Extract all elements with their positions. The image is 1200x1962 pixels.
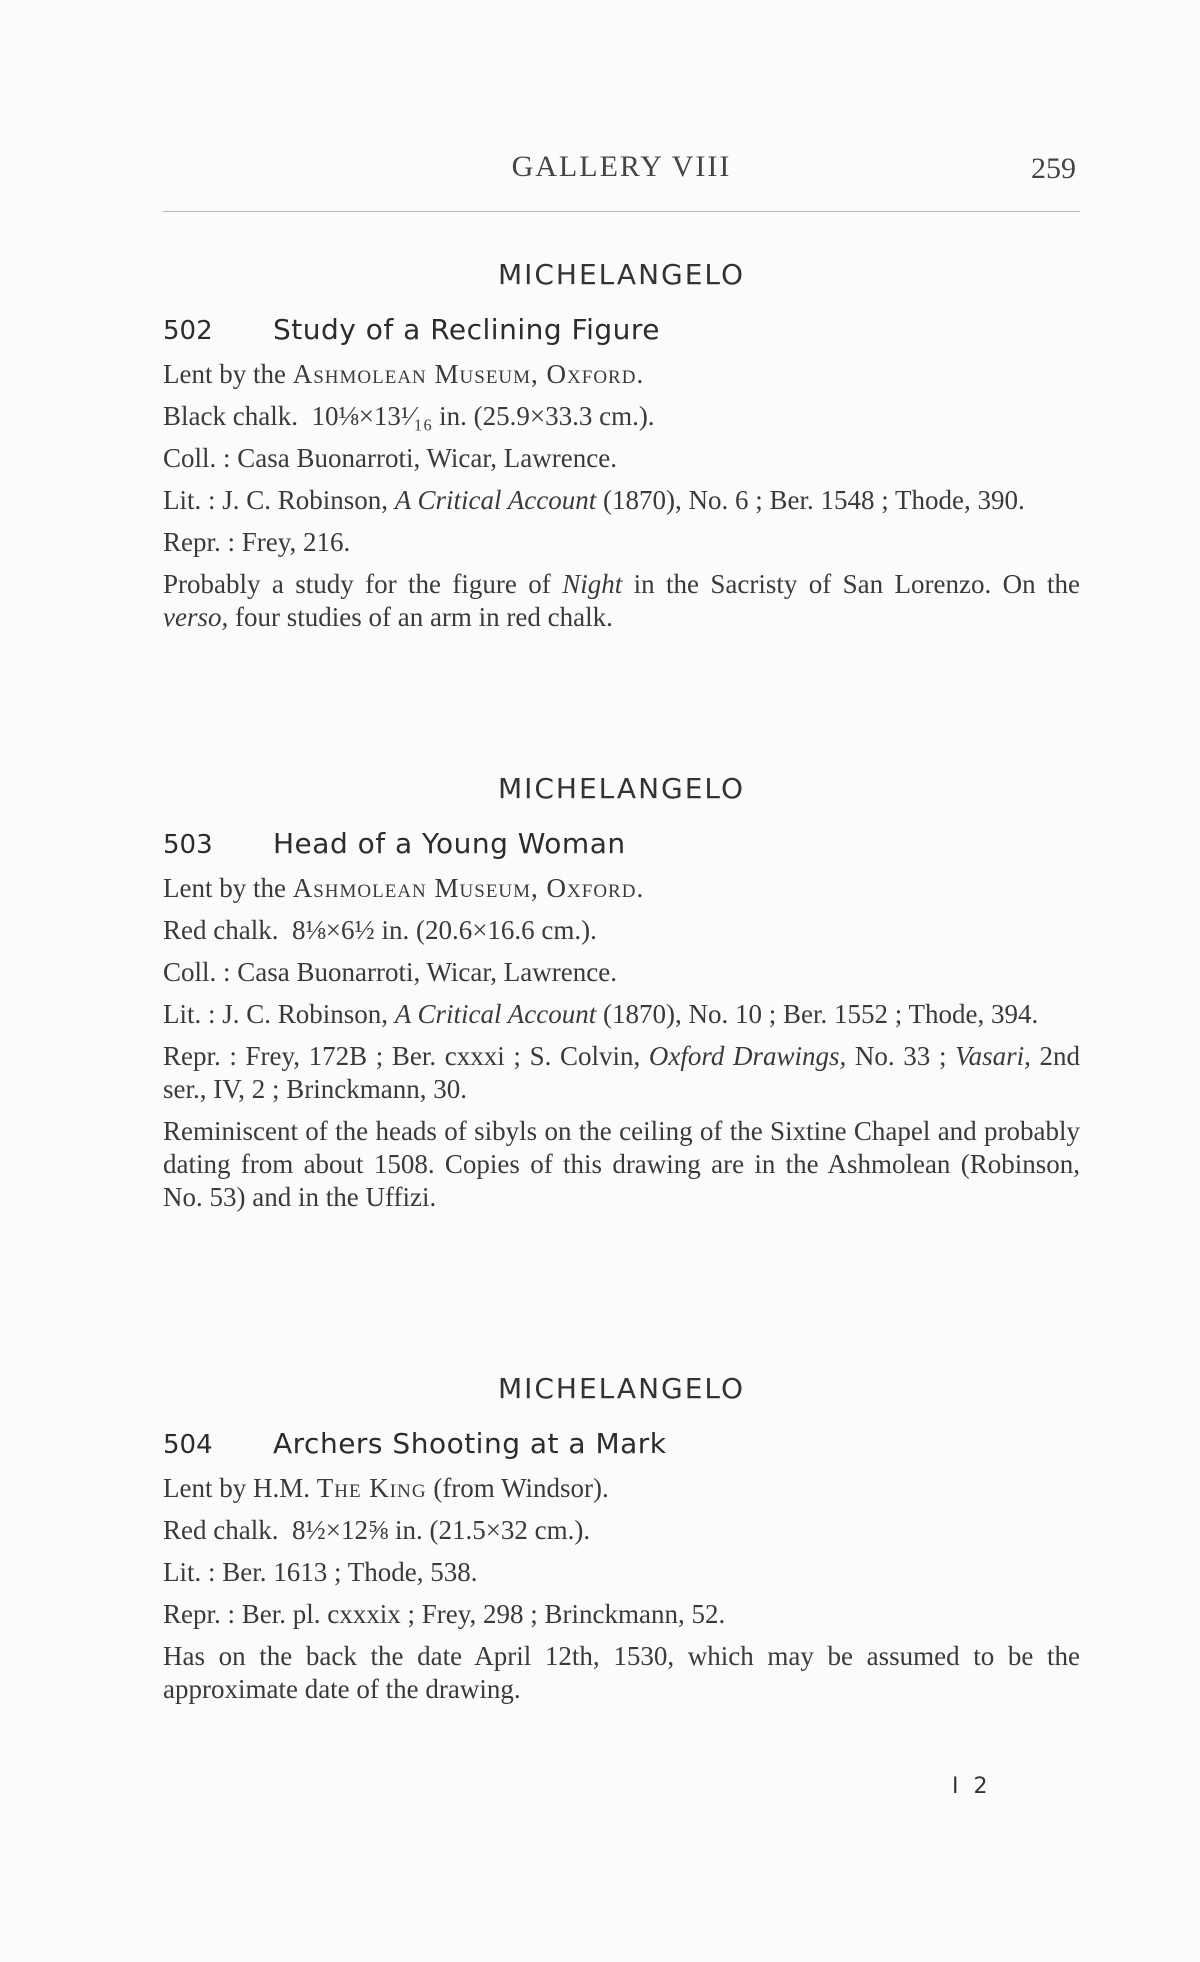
work-title: Study of a Reclining Figure <box>273 313 661 346</box>
lit-suffix: (1870), No. 6 ; Ber. 1548 ; Thode, 390. <box>603 485 1025 515</box>
lit-title: A Critical Account <box>394 485 597 515</box>
catalogue-number: 502 <box>163 316 213 346</box>
entry-504 <box>163 1372 1080 1715</box>
collection-line: Coll. : Casa Buonarroti, Wicar, Lawrence. <box>163 957 617 987</box>
page-number: 259 <box>1031 152 1076 185</box>
dimensions: 8⅛×6½ in. (20.6×16.6 cm.). <box>291 915 597 945</box>
lent-prefix: Lent by the <box>163 359 286 389</box>
entry-title-line <box>163 827 1080 860</box>
signature-mark: I 2 <box>952 1774 992 1799</box>
entry-title-line <box>163 1427 1080 1460</box>
artist-heading: MICHELANGELO <box>497 1372 746 1405</box>
dimensions: 10⅛×13¹⁄₁₆ in. (25.9×33.3 cm.). <box>311 401 655 431</box>
running-head <box>163 150 1080 190</box>
literature-line <box>163 998 1080 1031</box>
header-rule <box>163 211 1080 212</box>
medium: Red chalk. <box>163 1515 279 1545</box>
repr-text: No. 33 ; <box>854 1041 947 1071</box>
lender-name: Ashmolean Museum, Oxford <box>292 359 637 389</box>
lender-line <box>163 358 1080 391</box>
lender-name: The King <box>316 1473 427 1503</box>
lit-suffix: (1870), No. 10 ; Ber. 1552 ; Thode, 394. <box>603 999 1039 1029</box>
lit-prefix: Lit. : J. C. Robinson, <box>163 485 389 515</box>
reproduction-line <box>163 1040 1080 1106</box>
medium-line <box>163 400 1080 433</box>
lent-prefix: Lent by H.M. <box>163 1473 310 1503</box>
reproduction-line: Repr. : Frey, 216. <box>163 527 351 557</box>
note-text: Probably a study for the figure of <box>163 569 551 599</box>
note-text: four studies of an arm in red chalk. <box>234 602 613 632</box>
entry-503 <box>163 772 1080 1223</box>
repr-italic: Oxford Drawings, <box>648 1041 847 1071</box>
lender-line <box>163 872 1080 905</box>
entry-title-line <box>163 313 1080 346</box>
artist-heading: MICHELANGELO <box>497 258 746 291</box>
reproduction-line: Repr. : Ber. pl. cxxxix ; Frey, 298 ; Brinckmann, 52. <box>163 1599 726 1629</box>
medium-line <box>163 914 1080 947</box>
medium-line <box>163 1514 1080 1547</box>
medium: Red chalk. <box>163 915 279 945</box>
dimensions: 8½×12⅝ in. (21.5×32 cm.). <box>291 1515 591 1545</box>
repr-text: Repr. : Frey, 172B ; Ber. cxxxi ; S. Colvin, <box>163 1041 641 1071</box>
lit-prefix: Lit. : J. C. Robinson, <box>163 999 389 1029</box>
running-title: GALLERY VIII <box>511 150 732 183</box>
repr-text: 2nd ser., IV, 2 ; Brinckmann, 30. <box>163 1041 1081 1104</box>
work-title: Archers Shooting at a Mark <box>273 1427 667 1460</box>
literature-line: Lit. : Ber. 1613 ; Thode, 538. <box>163 1557 478 1587</box>
lent-prefix: Lent by the <box>163 873 286 903</box>
catalogue-number: 503 <box>163 830 213 860</box>
note-italic: Night <box>562 569 623 599</box>
lender-name: Ashmolean Museum, Oxford <box>292 873 637 903</box>
lent-suffix: (from Windsor). <box>433 1473 609 1503</box>
note-paragraph <box>163 568 1080 634</box>
lit-title: A Critical Account <box>394 999 597 1029</box>
note-text: in the Sacristy of San Lorenzo. On the <box>633 569 1081 599</box>
repr-italic: Vasari, <box>955 1041 1031 1071</box>
lent-suffix: . <box>636 873 644 903</box>
note-paragraph: Reminiscent of the heads of sibyls on the ceiling of the Sixtine Chapel and probably dating from about 1508. Copies of this drawing are in the Ashmolean (Robinson, No. 53) and in the Uffizi. <box>163 1116 1080 1212</box>
lent-suffix: . <box>636 359 644 389</box>
artist-heading: MICHELANGELO <box>497 772 746 805</box>
work-title: Head of a Young Woman <box>273 827 626 860</box>
lender-line <box>163 1472 1080 1505</box>
note-italic: verso, <box>163 602 229 632</box>
catalogue-number: 504 <box>163 1430 213 1460</box>
collection-line: Coll. : Casa Buonarroti, Wicar, Lawrence. <box>163 443 617 473</box>
literature-line <box>163 484 1080 517</box>
entry-502 <box>163 258 1080 643</box>
medium: Black chalk. <box>163 401 298 431</box>
note-paragraph: Has on the back the date April 12th, 1530, which may be assumed to be the approximate date of the drawing. <box>163 1641 1080 1704</box>
